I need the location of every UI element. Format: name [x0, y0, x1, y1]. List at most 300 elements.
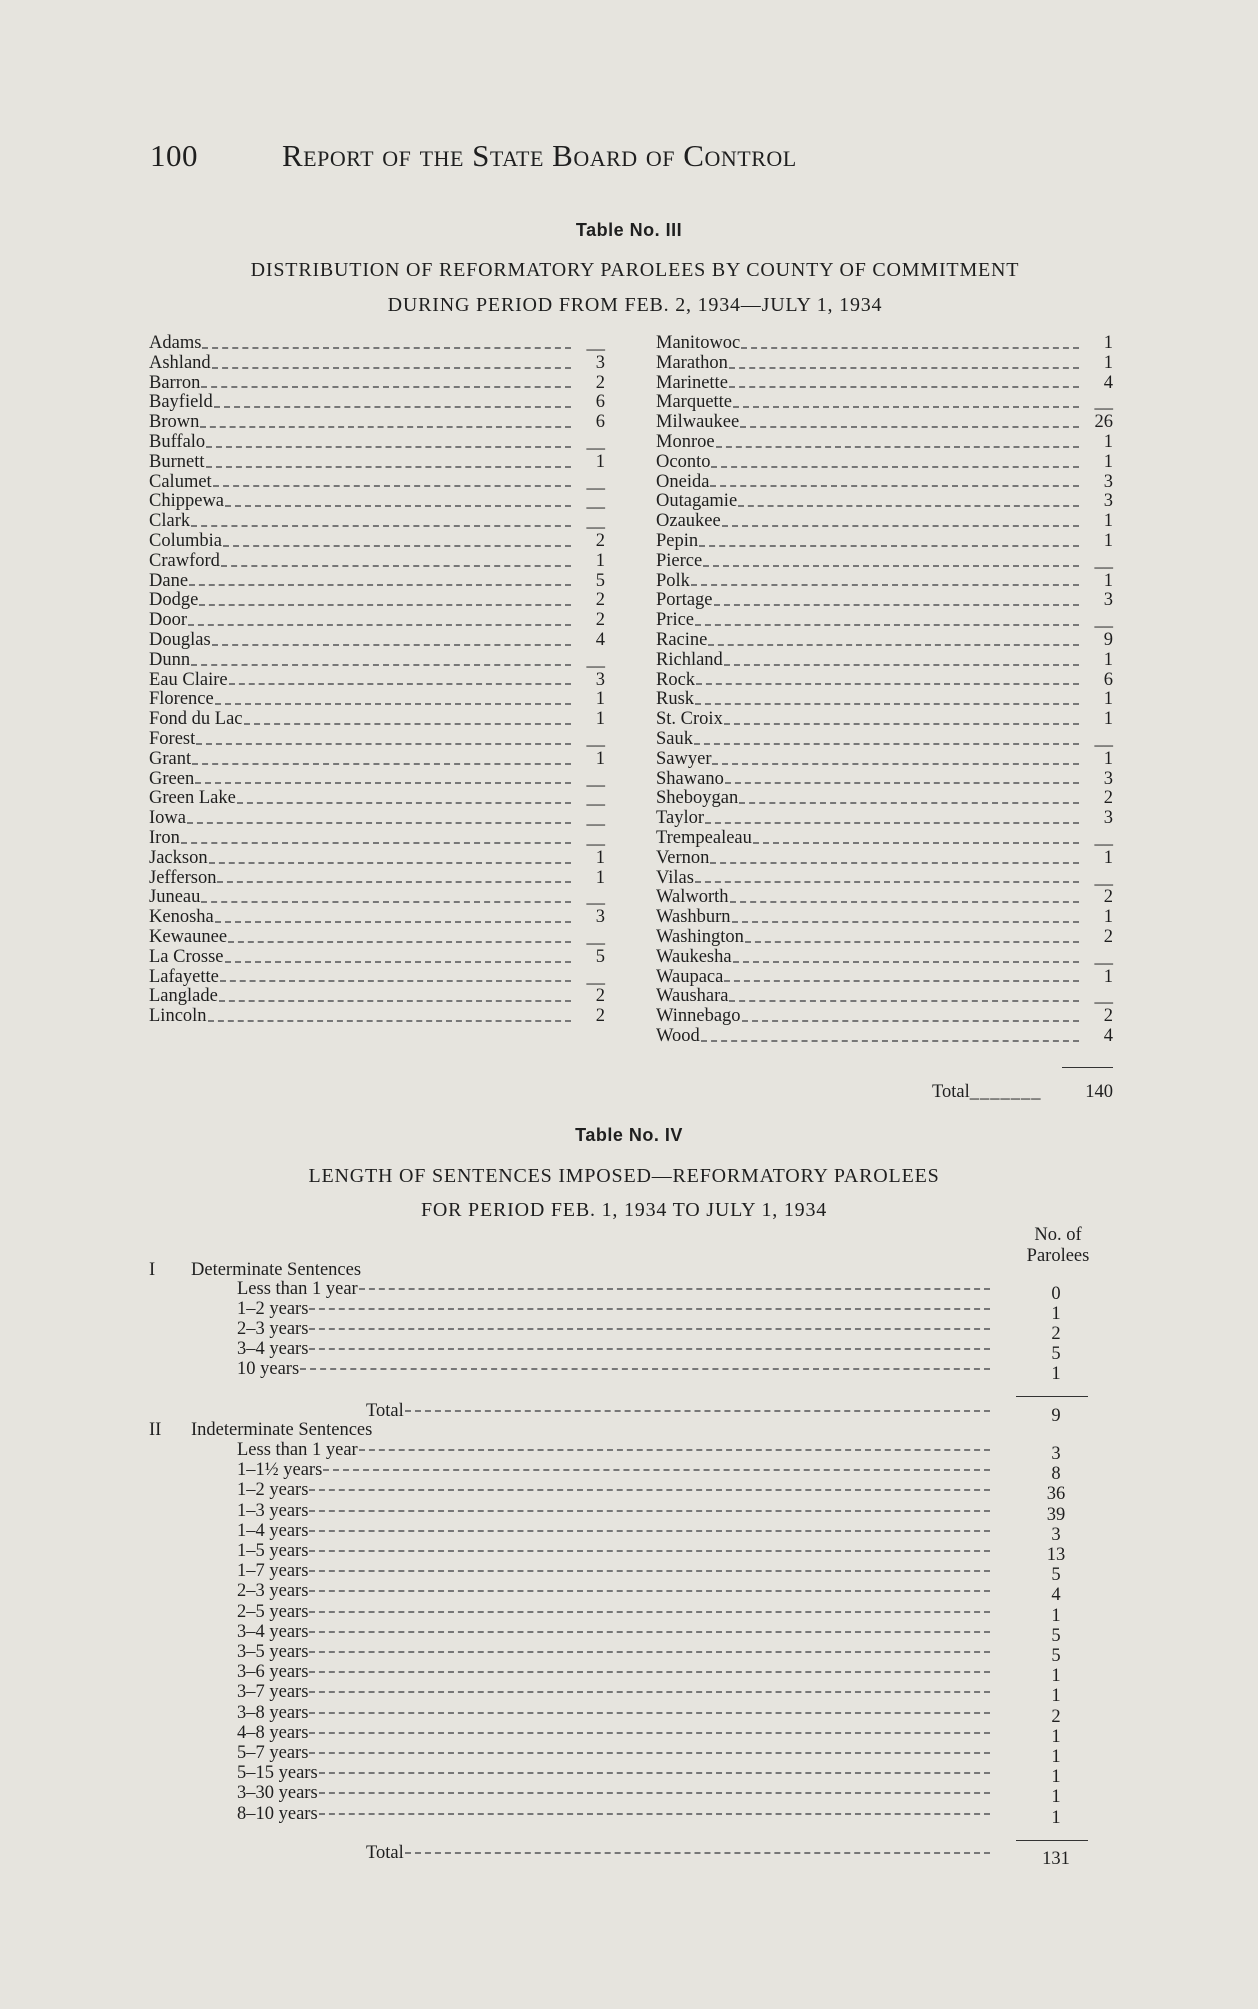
parolee-count: 3 [1103, 471, 1113, 492]
dot-leader [708, 644, 1079, 646]
county-name: Marquette [656, 392, 733, 413]
county-name: Pierce [656, 550, 703, 571]
county-row [656, 413, 1113, 433]
section-1-heading: Determinate Sentences [191, 1260, 362, 1280]
county-row [656, 968, 1113, 988]
parolee-count: 1 [1051, 1304, 1061, 1325]
county-name: Dunn [149, 649, 191, 670]
dot-leader [309, 1712, 990, 1714]
dot-leader [214, 406, 571, 408]
county-row [149, 849, 605, 869]
dot-leader [724, 664, 1079, 666]
county-name: Vernon [656, 847, 710, 868]
county-name: Chippewa [149, 491, 225, 512]
county-row [149, 710, 605, 730]
parolee-count: 2 [1051, 1324, 1061, 1345]
dot-leader [741, 347, 1079, 349]
county-name: Washington [656, 926, 744, 947]
dot-leader [309, 1550, 990, 1552]
table-4-caption-line-2: FOR PERIOD FEB. 1, 1934 TO JULY 1, 1934 [420, 1199, 828, 1221]
parolee-count: __ [1094, 610, 1113, 631]
county-name: Burnett [149, 451, 205, 472]
county-row [656, 928, 1113, 948]
dot-leader [188, 624, 571, 626]
county-row [656, 572, 1113, 592]
dot-leader [740, 426, 1079, 428]
sentence-length: 4–8 years [237, 1722, 309, 1743]
parolee-count: 3 [595, 669, 605, 690]
parolee-count: 4 [1103, 372, 1113, 393]
sentence-length: 1–2 years [237, 1299, 309, 1320]
county-row [149, 374, 605, 394]
parolee-count: __ [586, 966, 605, 987]
sentence-length: 3–8 years [237, 1702, 309, 1723]
parolee-count: 39 [1046, 1504, 1066, 1525]
county-row [656, 888, 1113, 908]
parolee-count: 1 [1103, 847, 1113, 868]
county-row [149, 789, 605, 809]
dot-leader [729, 367, 1079, 369]
sentence-length: 2–3 years [237, 1581, 309, 1602]
parolee-count: __ [1094, 827, 1113, 848]
county-row [656, 354, 1113, 374]
determinate-total-rule [1016, 1396, 1088, 1397]
parolee-count: 5 [1051, 1565, 1061, 1586]
parolee-count: 3 [595, 352, 605, 373]
dot-leader [201, 386, 571, 388]
dot-leader [217, 881, 571, 883]
county-name: Milwaukee [656, 412, 740, 433]
county-row [656, 908, 1113, 928]
sentence-row [237, 1279, 996, 1299]
dot-leader [209, 862, 571, 864]
dot-leader [212, 644, 571, 646]
county-name: Sawyer [656, 748, 712, 769]
parolee-count: 2 [595, 530, 605, 551]
parolee-count: 36 [1046, 1484, 1066, 1505]
parolee-count: 6 [1103, 669, 1113, 690]
county-name: Lafayette [149, 966, 219, 987]
parolee-count: 3 [1103, 590, 1113, 611]
parolee-count: 2 [595, 1006, 605, 1027]
county-row [149, 413, 605, 433]
parolee-count: 1 [595, 451, 605, 472]
county-row [149, 651, 605, 671]
county-name: Taylor [656, 808, 705, 829]
county-row [149, 572, 605, 592]
sentence-length: 5–15 years [237, 1763, 318, 1784]
sentence-length: 1–5 years [237, 1541, 309, 1561]
dot-leader [309, 1691, 990, 1693]
dot-leader [742, 1020, 1079, 1022]
dot-leader [732, 921, 1079, 923]
parolee-count: 2 [1103, 887, 1113, 908]
parolee-count: __ [586, 333, 605, 353]
dot-leader [199, 604, 571, 606]
county-row [656, 611, 1113, 631]
parolee-count: 8 [1051, 1464, 1061, 1485]
county-row [149, 591, 605, 611]
county-name: Richland [656, 649, 723, 670]
sentence-length: 3–30 years [237, 1783, 318, 1804]
dot-leader [202, 347, 571, 349]
parolee-count: 1 [1103, 748, 1113, 769]
sentence-length: 3–5 years [237, 1642, 309, 1662]
county-name: Door [149, 610, 188, 631]
dot-leader [703, 565, 1079, 567]
dot-leader [696, 683, 1079, 685]
county-name: Green Lake [149, 788, 236, 809]
dot-leader [729, 386, 1079, 388]
parolee-count: 1 [1051, 1666, 1061, 1687]
sentence-length: 1–1½ years [237, 1460, 323, 1481]
parolee-count: 3 [1051, 1524, 1061, 1545]
dot-leader [196, 743, 571, 745]
parolee-count: 1 [1103, 709, 1113, 730]
county-row [149, 492, 605, 512]
parolee-count: 1 [595, 748, 605, 769]
county-name: Fond du Lac [149, 709, 243, 730]
running-title: Report of the State Board of Control [282, 138, 797, 173]
county-name: Waupaca [656, 966, 724, 987]
county-name: Price [656, 610, 695, 631]
dot-leader [309, 1328, 990, 1330]
parolee-count: __ [1094, 867, 1113, 888]
dot-leader [300, 1368, 990, 1370]
sentence-row [237, 1602, 996, 1622]
parolee-count: 3 [1103, 808, 1113, 829]
sentence-length: 1–7 years [237, 1561, 309, 1582]
county-name: Waushara [656, 986, 729, 1007]
county-row [149, 393, 605, 413]
sentence-length: 1–2 years [237, 1480, 309, 1501]
dot-leader [733, 406, 1079, 408]
table-3-caption-line-1: DISTRIBUTION OF REFORMATORY PAROLEES BY COUNTY OF COMMITMENT [250, 259, 1020, 281]
county-name: Winnebago [656, 1006, 741, 1027]
parolee-count: 4 [595, 629, 605, 650]
parolee-count: __ [1094, 986, 1113, 1007]
county-name: Dodge [149, 590, 199, 611]
county-name: Calumet [149, 471, 212, 492]
parolee-count: 2 [1103, 926, 1113, 947]
table-3-total-label: Total [932, 1082, 970, 1102]
dot-leader [191, 664, 571, 666]
county-row [149, 869, 605, 889]
parolee-count: 1 [595, 709, 605, 730]
parolee-count: __ [586, 926, 605, 947]
parolee-count: __ [586, 431, 605, 452]
dot-leader [206, 466, 572, 468]
county-row [656, 552, 1113, 572]
dot-leader [309, 1489, 990, 1491]
county-name: Polk [656, 570, 690, 591]
dot-leader [729, 1000, 1079, 1002]
county-row [149, 631, 605, 651]
table-3-right-column [656, 334, 1113, 1047]
parolee-count: __ [586, 887, 605, 908]
dot-leader [225, 505, 571, 507]
dot-leader [710, 485, 1079, 487]
dot-leader [730, 901, 1080, 903]
dot-leader [724, 980, 1079, 982]
parolee-count: 1 [1103, 451, 1113, 472]
dot-leader [695, 624, 1079, 626]
sentence-row [237, 1804, 996, 1824]
dot-leader [309, 1752, 990, 1754]
table-3-total-value: 140 [1085, 1082, 1113, 1102]
parolee-count: __ [1094, 946, 1113, 967]
county-row [149, 690, 605, 710]
column-header-line-2: Parolees [1026, 1246, 1090, 1266]
dot-leader [701, 1040, 1079, 1042]
parolee-count: 1 [1051, 1726, 1061, 1747]
county-name: Vilas [656, 867, 694, 888]
parolee-count: __ [586, 788, 605, 809]
determinate-total-label: Total [366, 1401, 404, 1421]
parolee-count: 2 [595, 590, 605, 611]
dot-leader [319, 1792, 990, 1794]
county-name: Juneau [149, 887, 201, 908]
parolee-count: __ [586, 768, 605, 789]
parolee-count: __ [586, 511, 605, 532]
county-name: Dane [149, 570, 189, 591]
dot-leader [714, 604, 1079, 606]
parolee-count: 3 [1103, 768, 1113, 789]
page-number: 100 [150, 138, 198, 173]
sentence-row [237, 1763, 996, 1783]
sentence-row [237, 1723, 996, 1743]
parolee-count: 5 [1051, 1344, 1061, 1365]
dot-leader [244, 723, 571, 725]
dot-leader [695, 881, 1079, 883]
county-row [656, 987, 1113, 1007]
dot-leader [309, 1510, 990, 1512]
county-name: Walworth [656, 887, 729, 908]
county-name: Buffalo [149, 431, 206, 452]
dot-leader [212, 367, 571, 369]
page-header [150, 138, 1108, 178]
county-name: Iron [149, 827, 180, 848]
county-row [656, 393, 1113, 413]
county-name: Monroe [656, 431, 715, 452]
parolee-count: 9 [1103, 629, 1113, 650]
sentence-length: 3–7 years [237, 1682, 309, 1703]
county-row [656, 829, 1113, 849]
sentence-length: Less than 1 year [237, 1279, 358, 1299]
county-name: Trempealeau [656, 827, 752, 848]
sentence-row [237, 1703, 996, 1723]
dot-leader [191, 525, 571, 527]
dot-leader [733, 961, 1079, 963]
sentence-row [237, 1743, 996, 1763]
county-name: Barron [149, 372, 201, 393]
sentence-row [237, 1319, 996, 1339]
county-name: Shawano [656, 768, 724, 789]
dot-leader [745, 941, 1079, 943]
dot-leader [187, 822, 571, 824]
sentence-length: 3–4 years [237, 1339, 309, 1360]
county-name: Manitowoc [656, 333, 741, 353]
grand-total-row [366, 1843, 996, 1863]
county-row [656, 869, 1113, 889]
dot-leader [208, 1020, 571, 1022]
county-row [149, 671, 605, 691]
county-row [149, 354, 605, 374]
county-row [656, 492, 1113, 512]
sentence-row [237, 1480, 996, 1500]
section-2-heading: Indeterminate Sentences [191, 1420, 373, 1440]
county-row [656, 671, 1113, 691]
parolee-count: 1 [1051, 1807, 1061, 1828]
parolee-count: 1 [1103, 907, 1113, 928]
table-3-left-column [149, 334, 605, 1027]
parolee-count: 1 [1051, 1364, 1061, 1385]
county-row [149, 770, 605, 790]
county-name: Kenosha [149, 907, 214, 928]
sentence-row [237, 1642, 996, 1662]
parolee-count: __ [586, 649, 605, 670]
dot-leader [359, 1449, 990, 1451]
parolee-count: 3 [1051, 1444, 1061, 1464]
dot-leader [309, 1570, 990, 1572]
parolee-count: 0 [1051, 1284, 1061, 1304]
parolee-count: 3 [1103, 491, 1113, 512]
county-row [149, 552, 605, 572]
county-row [656, 770, 1113, 790]
county-name: Green [149, 768, 195, 789]
dot-leader [691, 584, 1079, 586]
dot-leader [705, 822, 1079, 824]
county-name: Lincoln [149, 1006, 207, 1027]
county-row [656, 651, 1113, 671]
county-row [149, 473, 605, 493]
table-4-label: Table No. IV [575, 1125, 683, 1145]
sentence-length: 5–7 years [237, 1743, 309, 1763]
county-row [149, 453, 605, 473]
sentence-length: Less than 1 year [237, 1440, 358, 1460]
parolee-count: 1 [1051, 1686, 1061, 1707]
county-name: Waukesha [656, 946, 732, 967]
table-3-label: Table No. III [575, 220, 683, 240]
parolee-count: 2 [595, 986, 605, 1007]
county-row [656, 730, 1113, 750]
parolee-count: 2 [595, 610, 605, 631]
dot-leader [309, 1308, 990, 1310]
county-name: Sheboygan [656, 788, 739, 809]
county-row [149, 968, 605, 988]
dot-leader [201, 901, 571, 903]
parolee-count: 5 [1051, 1646, 1061, 1666]
dot-leader [309, 1671, 990, 1673]
sentence-row [237, 1561, 996, 1581]
parolee-count: 6 [595, 392, 605, 413]
county-row [656, 591, 1113, 611]
sentence-length: 2–5 years [237, 1601, 309, 1622]
sentence-length: 10 years [237, 1359, 300, 1380]
sentence-row [237, 1339, 996, 1359]
dot-leader [228, 941, 571, 943]
dot-leader [213, 485, 571, 487]
parolee-count: 1 [1103, 511, 1113, 532]
dot-leader [192, 763, 571, 765]
county-row [656, 453, 1113, 473]
dot-leader [220, 980, 571, 982]
parolee-count: __ [1094, 550, 1113, 571]
county-row [149, 730, 605, 750]
parolee-count: 4 [1103, 1025, 1113, 1046]
dot-leader [739, 802, 1079, 804]
parolee-count: 1 [595, 689, 605, 710]
county-row [149, 829, 605, 849]
dot-leader [323, 1469, 990, 1471]
parolee-count: __ [586, 808, 605, 829]
dot-leader [722, 525, 1079, 527]
dot-leader [712, 763, 1079, 765]
sentence-row [237, 1662, 996, 1682]
county-row [656, 473, 1113, 493]
county-row [656, 948, 1113, 968]
dot-leader [309, 1631, 990, 1633]
dot-leader [319, 1772, 990, 1774]
county-name: Oneida [656, 471, 710, 492]
parolee-count: 4 [1051, 1585, 1061, 1606]
county-name: Langlade [149, 986, 218, 1007]
county-row [656, 631, 1113, 651]
dot-leader [309, 1348, 990, 1350]
parolee-count: 1 [1051, 1787, 1061, 1808]
sentence-row [237, 1299, 996, 1319]
county-row [656, 750, 1113, 770]
dot-leader [219, 1000, 571, 1002]
parolee-count: 5 [595, 570, 605, 591]
county-name: Marinette [656, 372, 728, 393]
parolee-count: __ [1094, 392, 1113, 413]
county-row [656, 334, 1113, 354]
county-name: Eau Claire [149, 669, 228, 690]
sentence-row [237, 1359, 996, 1379]
sentence-length: 8–10 years [237, 1803, 318, 1824]
parolee-count: 1 [595, 867, 605, 888]
parolee-count: 1 [1051, 1747, 1061, 1767]
county-name: Douglas [149, 629, 211, 650]
grand-total-label: Total [366, 1843, 404, 1863]
dot-leader [309, 1651, 990, 1653]
parolee-count: __ [586, 491, 605, 512]
county-name: Kewaunee [149, 926, 228, 947]
parolee-count: 2 [1103, 1006, 1113, 1027]
county-name: La Crosse [149, 946, 224, 967]
section-2-numeral: II [149, 1420, 162, 1440]
parolee-count: __ [1094, 728, 1113, 749]
sentence-row [237, 1682, 996, 1702]
sentence-length: 2–3 years [237, 1319, 309, 1340]
sentence-row [237, 1622, 996, 1642]
dot-leader [221, 565, 571, 567]
dot-leader [223, 545, 571, 547]
county-name: Crawford [149, 550, 220, 571]
sentence-row [237, 1521, 996, 1541]
parolee-count: 1 [1103, 431, 1113, 452]
county-row [656, 512, 1113, 532]
county-name: Adams [149, 333, 202, 353]
county-name: Grant [149, 748, 192, 769]
table-3-caption-line-2: DURING PERIOD FROM FEB. 2, 1934—JULY 1, 1934 [387, 294, 883, 316]
county-name: Washburn [656, 907, 731, 928]
county-name: Oconto [656, 451, 711, 472]
parolee-count: 5 [595, 946, 605, 967]
dot-leader [215, 921, 571, 923]
parolee-count: __ [586, 728, 605, 749]
